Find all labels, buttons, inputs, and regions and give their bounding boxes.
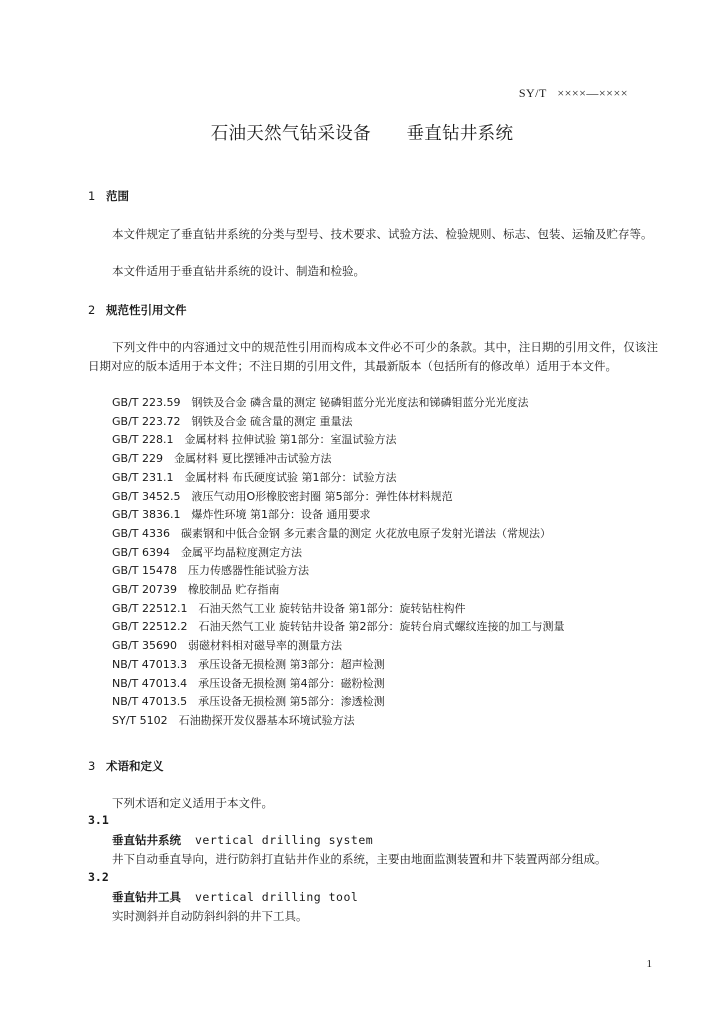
reference-item: GB/T 3452.5 液压气动用O形橡胶密封圈 第5部分：弹性体材料规范 bbox=[112, 489, 453, 503]
reference-item: GB/T 22512.1 石油天然气工业 旋转钻井设备 第1部分：旋转钻柱构件 bbox=[112, 601, 466, 615]
reference-item: NB/T 47013.3 承压设备无损检测 第3部分：超声检测 bbox=[112, 657, 385, 671]
reference-item: SY/T 5102 石油勘探开发仪器基本环境试验方法 bbox=[112, 713, 355, 727]
term-english: vertical drilling system bbox=[195, 833, 374, 847]
reference-item: GB/T 35690 弱磁材料相对磁导率的测量方法 bbox=[112, 639, 342, 653]
reference-item: GB/T 229 金属材料 夏比摆锤冲击试验方法 bbox=[112, 452, 332, 466]
section-title: 范围 bbox=[106, 189, 129, 203]
section-title: 术语和定义 bbox=[106, 759, 164, 773]
reference-item: NB/T 47013.5 承压设备无损检测 第5部分：渗透检测 bbox=[112, 695, 385, 709]
page-number: 1 bbox=[646, 958, 652, 970]
section-1-heading bbox=[88, 188, 129, 204]
scope-text-2: 本文件适用于垂直钻井系统的设计、制造和检验。 bbox=[112, 264, 365, 278]
reference-item: GB/T 4336 碳素钢和中低合金钢 多元素含量的测定 火花放电原子发射光谱法（常规法） bbox=[112, 526, 551, 540]
reference-item: GB/T 6394 金属平均晶粒度测定方法 bbox=[112, 545, 302, 559]
term-english: vertical drilling tool bbox=[195, 890, 359, 904]
reference-item: NB/T 47013.4 承压设备无损检测 第4部分：磁粉检测 bbox=[112, 676, 385, 690]
normative-intro bbox=[88, 338, 658, 375]
terms-intro: 下列术语和定义适用于本文件。 bbox=[112, 796, 273, 810]
document-title: 石油天然气钻采设备 垂直钻井系统 bbox=[210, 124, 514, 144]
section-3-heading bbox=[88, 758, 164, 774]
reference-item: GB/T 22512.2 石油天然气工业 旋转钻井设备 第2部分：旋转台肩式螺纹连接的加工与测量 bbox=[112, 620, 565, 634]
term-heading bbox=[112, 889, 358, 905]
term-chinese: 垂直钻井系统 bbox=[112, 833, 181, 847]
reference-item: GB/T 228.1 金属材料 拉伸试验 第1部分：室温试验方法 bbox=[112, 433, 397, 447]
reference-item: GB/T 223.59 钢铁及合金 磷含量的测定 铋磷钼蓝分光光度法和锑磷钼蓝分光光度法 bbox=[112, 396, 529, 409]
term-chinese: 垂直钻井工具 bbox=[112, 890, 181, 904]
reference-item: GB/T 223.72 钢铁及合金 硫含量的测定 重量法 bbox=[112, 414, 353, 428]
scope-paragraph-1 bbox=[88, 225, 658, 244]
section-number: 3 bbox=[88, 759, 96, 773]
reference-list bbox=[112, 394, 564, 731]
section-number: 1 bbox=[88, 189, 96, 203]
reference-item: GB/T 15478 压力传感器性能试验方法 bbox=[112, 564, 309, 578]
reference-item: GB/T 3836.1 爆炸性环境 第1部分：设备 通用要求 bbox=[112, 508, 371, 522]
term-number: 3.2 bbox=[88, 870, 109, 884]
term-definition: 井下自动垂直导向，进行防斜打直钻井作业的系统，主要由地面监测装置和井下装置两部分组成。 bbox=[112, 852, 607, 866]
reference-item: GB/T 231.1 金属材料 布氏硬度试验 第1部分：试验方法 bbox=[112, 470, 397, 484]
term-number: 3.1 bbox=[88, 813, 109, 827]
normative-intro-text: 下列文件中的内容通过文中的规范性引用而构成本文件必不可少的条款。其中，注日期的引用文件，仅该注日期对应的版本适用于本文件；不注日期的引用文件，其最新版本（包括所有的修改单）适用于本文件。 bbox=[88, 340, 658, 373]
section-title: 规范性引用文件 bbox=[106, 303, 187, 317]
scope-paragraph-2 bbox=[88, 262, 658, 281]
section-number: 2 bbox=[88, 303, 96, 317]
term-heading bbox=[112, 832, 373, 848]
term-definition: 实时测斜并自动防斜纠斜的井下工具。 bbox=[112, 909, 308, 923]
section-2-heading bbox=[88, 302, 187, 318]
reference-item: GB/T 20739 橡胶制品 贮存指南 bbox=[112, 583, 280, 597]
scope-text-1: 本文件规定了垂直钻井系统的分类与型号、技术要求、试验方法、检验规则、标志、包装、运输及贮存等。 bbox=[112, 227, 653, 241]
standard-code: SY/T ××××—×××× bbox=[518, 86, 628, 100]
